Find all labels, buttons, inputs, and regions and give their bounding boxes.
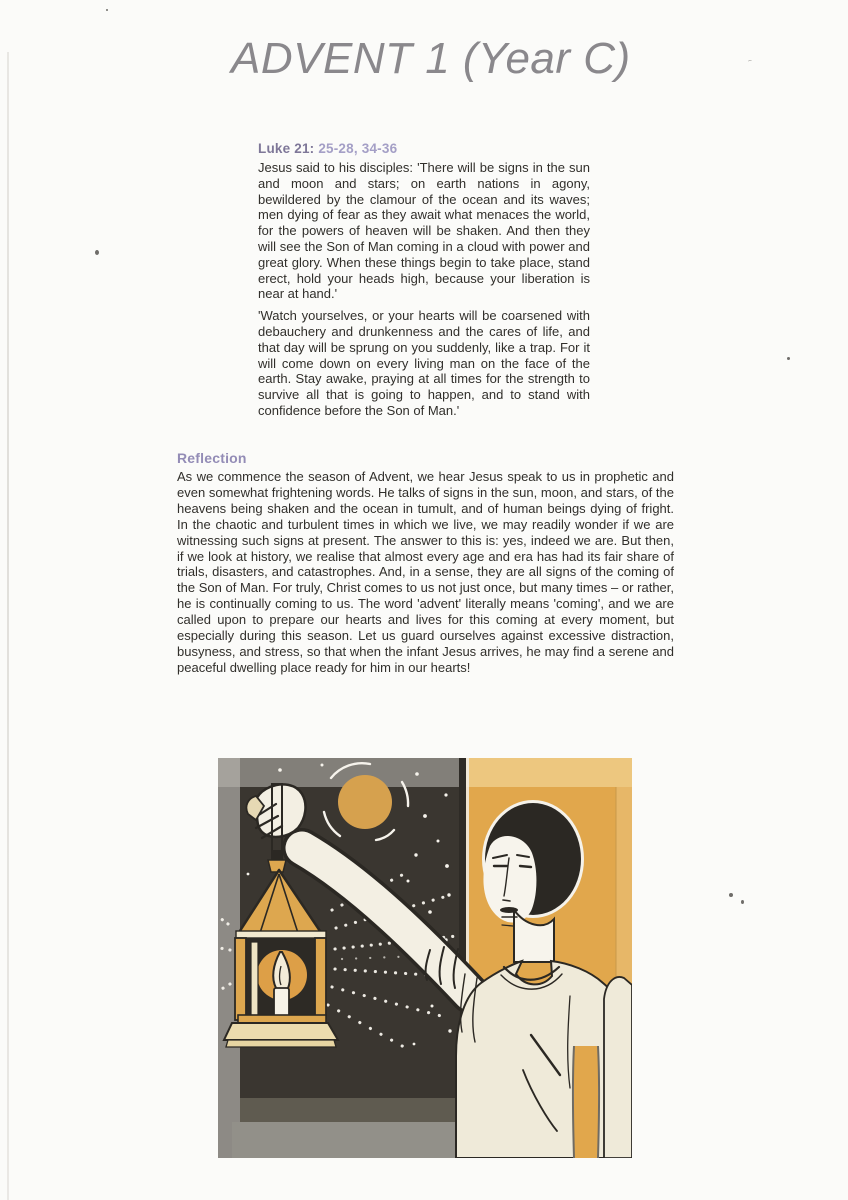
scan-squiggle: ~ (747, 57, 753, 66)
frame-divider (459, 758, 469, 964)
scan-speck (106, 9, 108, 11)
scripture-reference-book: Luke 21: (258, 141, 315, 156)
scan-speck (729, 893, 733, 897)
ground-bands (232, 1098, 470, 1158)
wall-gap (574, 1046, 598, 1158)
scripture-reference (258, 141, 590, 156)
page-title: ADVENT 1 (Year C) (231, 34, 631, 83)
scan-edge-shadow (7, 52, 9, 1200)
reflection-heading: Reflection (177, 450, 247, 466)
reflection-section (177, 450, 674, 676)
hanging-arm (604, 977, 632, 1158)
scan-speck (741, 900, 744, 904)
reflection-body: As we commence the season of Advent, we hear Jesus speak to us in prophetic and even somewhat frightening words. He talks of signs in the sun, moon, and stars, of the heavens being shaken and the ocean in tumult, and of human beings dying of fright. In the chaotic and turbulent times in which we live, we may readily wonder if we are witnessing such signs at present. The answer to this is: yes, indeed we are. But then, if we look at history, we realise that almost every age and era has had its fair share of trials, disasters, and catastrophes. And, in a sense, they are all signs of the coming of the Son of Man. For truly, Christ comes to us not just once, but many times – or rather, he is continually coming to us. The word 'advent' literally means 'coming', and we are called upon to prepare our hearts and lives for this coming at every moment, but especially during this season. Let us guard ourselves against excessive distraction, busyness, and stress, so that when the infant Jesus arrives, he may find a serene and peaceful dwelling place ready for him in our hearts! (177, 469, 674, 675)
advent-lantern-illustration (218, 754, 632, 1158)
scripture-paragraph-2: 'Watch yourselves, or your hearts will be coarsened with debauchery and drunkenness and the cares of life, and that day will be sprung on you suddenly, like a trap. For it will come down on every living man on the face of the earth. Stay awake, praying at all times for the strength to survive all that is going to happen, and to stand with confidence before the Son of Man.' (258, 308, 590, 418)
scan-speck (787, 357, 790, 360)
scripture-section (258, 141, 590, 425)
scripture-reference-verses: 25-28, 34-36 (314, 141, 398, 156)
scan-speck (95, 250, 99, 255)
scripture-paragraph-1: Jesus said to his disciples: 'There will be signs in the sun and moon and stars; on earth nations in agony, bewildered by the clamour of the ocean and its waves; men dying of fear as they await what menaces the world, for the powers of heaven will be shaken. And then they will see the Son of Man coming in a cloud with power and great glory. When these things begin to take place, stand erect, hold your heads high, because your liberation is near at hand.' (258, 160, 590, 302)
